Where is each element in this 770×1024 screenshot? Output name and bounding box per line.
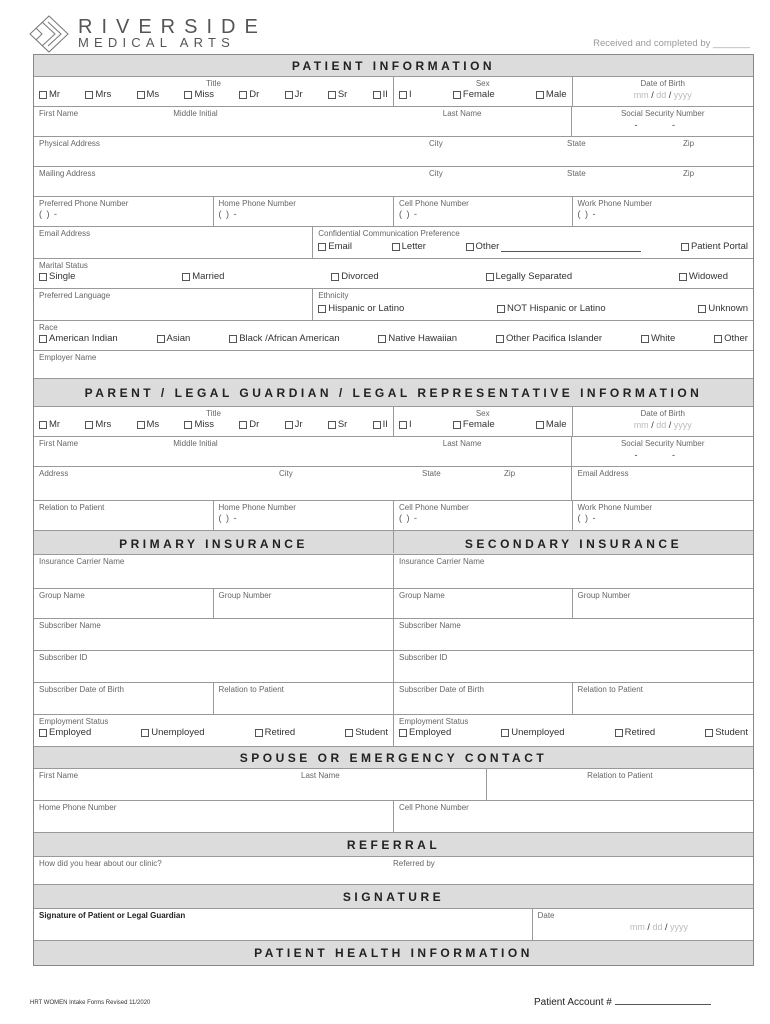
form-header <box>28 14 754 54</box>
primary-employment-cell <box>34 715 394 746</box>
email-label: Email Address <box>577 469 629 478</box>
title-label: Title <box>206 409 221 418</box>
secondary-employment-cell <box>394 715 753 746</box>
checkbox[interactable] <box>239 91 247 99</box>
title-miss-option[interactable]: Miss <box>184 419 214 431</box>
cell-phone-label: Cell Phone Number <box>399 503 469 512</box>
race-options <box>39 333 748 345</box>
title-sr-option[interactable]: Sr <box>328 89 348 101</box>
sex-female-option[interactable]: Female <box>453 419 495 431</box>
first-name-label: First Name <box>39 771 79 780</box>
employment-row <box>34 715 753 747</box>
state-label: State <box>567 169 586 178</box>
last-name-label: Last Name <box>442 109 482 118</box>
dob-placeholder: mm / dd / yyyy <box>633 90 692 100</box>
physical-address-row[interactable] <box>34 137 753 167</box>
checkbox[interactable] <box>318 243 326 251</box>
title-label: Title <box>206 79 221 88</box>
race-cell <box>34 321 753 350</box>
address-label: Address <box>39 469 69 478</box>
brand-name <box>78 18 267 50</box>
last-name-label: Last Name <box>442 439 482 448</box>
marital-separated-option[interactable]: Legally Separated <box>486 271 573 283</box>
secondary-relation-cell[interactable] <box>573 683 754 714</box>
revision-note: HRT WOMEN Intake Forms Revised 11/2020 <box>30 1000 151 1006</box>
primary-subscriber-dob-cell[interactable] <box>34 683 214 714</box>
phone-mask: ( ) - <box>577 513 597 523</box>
title-dr-option[interactable]: Dr <box>239 89 259 101</box>
checkbox[interactable] <box>378 335 386 343</box>
phone-mask: ( ) - <box>399 209 418 219</box>
employment-label: Employment Status <box>39 717 109 726</box>
ssn-mask: - - <box>634 120 691 130</box>
group-number-label: Group Number <box>577 591 631 600</box>
guardian-name-row <box>34 437 753 467</box>
guardian-sex-options <box>399 419 567 431</box>
guardian-dob-cell[interactable] <box>573 407 754 436</box>
checkbox[interactable] <box>255 729 263 737</box>
city-label: City <box>429 169 443 178</box>
checkbox[interactable] <box>85 91 93 99</box>
guardian-ssn-cell[interactable] <box>572 437 753 466</box>
insurance-header-row <box>34 531 753 555</box>
state-label: State <box>567 139 586 148</box>
marital-cell <box>34 259 753 288</box>
checkbox[interactable] <box>229 335 237 343</box>
checkbox[interactable] <box>39 729 47 737</box>
subscriber-name-row <box>34 619 753 651</box>
work-phone-label: Work Phone Number <box>577 199 653 208</box>
race-white-option[interactable]: White <box>641 333 675 345</box>
ssn-label: Social Security Number <box>620 439 705 448</box>
checkbox[interactable] <box>399 421 407 429</box>
primary-employment-options <box>39 727 388 739</box>
checkbox[interactable] <box>157 335 165 343</box>
email-row <box>34 227 753 259</box>
marital-row <box>34 259 753 289</box>
other-line[interactable] <box>501 243 641 252</box>
subscriber-id-row <box>34 651 753 683</box>
ethnicity-cell <box>313 289 753 320</box>
primary-group-name-cell[interactable] <box>34 589 214 618</box>
guardian-phone-row <box>34 501 753 531</box>
section-spouse-emergency: SPOUSE OR EMERGENCY CONTACT <box>34 747 753 769</box>
checkbox[interactable] <box>392 243 400 251</box>
dob-label: Date of Birth <box>640 79 685 88</box>
carrier-row <box>34 555 753 589</box>
phone-mask: ( ) - <box>218 513 238 523</box>
preferred-phone-cell[interactable] <box>34 197 214 226</box>
employer-label: Employer Name <box>39 353 97 362</box>
spouse-relation-cell[interactable] <box>487 769 753 800</box>
email-label: Email Address <box>39 229 91 238</box>
referred-by-label: Referred by <box>393 859 435 868</box>
title-options <box>39 89 388 101</box>
spouse-name-row <box>34 769 753 801</box>
race-other-option[interactable]: Other <box>714 333 748 345</box>
guardian-title-cell <box>34 407 394 436</box>
employment-unemployed-option[interactable]: Unemployed <box>141 727 204 739</box>
employment-retired-option[interactable]: Retired <box>615 727 656 739</box>
zip-label: Zip <box>683 139 695 148</box>
phone-row <box>34 197 753 227</box>
relation-label: Relation to Patient <box>587 771 653 780</box>
language-ethnicity-row <box>34 289 753 321</box>
patient-name-row <box>34 107 753 137</box>
first-name-label: First Name <box>39 109 79 118</box>
checkbox[interactable] <box>328 91 336 99</box>
checkbox[interactable] <box>285 91 293 99</box>
work-phone-cell[interactable] <box>573 197 754 226</box>
middle-initial-label: Middle Initial <box>173 439 218 448</box>
diamond-logo-icon <box>28 14 70 54</box>
date-label: Date <box>537 911 555 920</box>
checkbox[interactable] <box>345 729 353 737</box>
subscriber-id-label: Subscriber ID <box>399 653 448 662</box>
language-label: Preferred Language <box>39 291 111 300</box>
title-jr-option[interactable]: Jr <box>285 419 303 431</box>
ethnicity-unknown-option[interactable]: Unknown <box>698 303 748 315</box>
race-row <box>34 321 753 351</box>
checkbox[interactable] <box>399 91 407 99</box>
checkbox[interactable] <box>373 91 381 99</box>
spouse-phone-row <box>34 801 753 833</box>
carrier-label: Insurance Carrier Name <box>39 557 125 566</box>
race-american-indian-option[interactable]: American Indian <box>39 333 118 345</box>
employment-label: Employment Status <box>399 717 469 726</box>
checkbox[interactable] <box>141 729 149 737</box>
secondary-group-number-cell[interactable] <box>573 589 754 618</box>
cell-phone-label: Cell Phone Number <box>399 803 469 812</box>
ssn-mask: - - <box>634 450 691 460</box>
dob-label: Date of Birth <box>640 409 685 418</box>
sex-options <box>399 89 567 101</box>
home-phone-label: Home Phone Number <box>218 503 296 512</box>
phone-mask: ( ) - <box>218 209 238 219</box>
race-label: Race <box>39 323 58 332</box>
secondary-subscriber-id-cell[interactable] <box>394 651 753 682</box>
employment-employed-option[interactable]: Employed <box>399 727 451 739</box>
section-secondary-insurance: SECONDARY INSURANCE <box>394 531 753 553</box>
checkbox[interactable] <box>331 273 339 281</box>
group-name-label: Group Name <box>39 591 85 600</box>
language-cell[interactable] <box>34 289 313 320</box>
title-dr-option[interactable]: Dr <box>239 419 259 431</box>
physical-address-label: Physical Address <box>39 139 100 148</box>
comm-preference-cell <box>313 227 753 258</box>
checkbox[interactable] <box>399 729 407 737</box>
guardian-address-cell[interactable] <box>34 467 572 500</box>
marital-options <box>39 271 748 283</box>
employment-student-option[interactable]: Student <box>345 727 388 739</box>
mailing-address-cell[interactable] <box>34 167 753 196</box>
subscriber-name-label: Subscriber Name <box>39 621 101 630</box>
checkbox[interactable] <box>497 305 505 313</box>
checkbox[interactable] <box>373 421 381 429</box>
patient-dob-cell[interactable] <box>573 77 754 106</box>
sex-female-option[interactable]: Female <box>453 89 495 101</box>
title-miss-option[interactable]: Miss <box>184 89 214 101</box>
relation-cell[interactable] <box>34 501 214 530</box>
spouse-cell-phone-cell[interactable] <box>394 801 753 832</box>
guardian-cell-phone-cell[interactable] <box>394 501 573 530</box>
checkbox[interactable] <box>501 729 509 737</box>
cell-phone-label: Cell Phone Number <box>399 199 469 208</box>
sex-male-option[interactable]: Male <box>536 419 567 431</box>
guardian-address-row <box>34 467 753 501</box>
received-by: Received and completed by _______ <box>593 38 750 49</box>
ethnicity-options <box>318 303 748 315</box>
secondary-subscriber-dob-cell[interactable] <box>394 683 573 714</box>
checkbox[interactable] <box>285 421 293 429</box>
group-name-label: Group Name <box>399 591 445 600</box>
comm-preference-label: Confidential Communication Preference <box>318 229 460 238</box>
phone-mask: ( ) - <box>39 209 58 219</box>
marital-widowed-option[interactable]: Widowed <box>679 271 728 283</box>
signature-date-cell[interactable] <box>533 909 753 940</box>
dob-placeholder: mm / dd / yyyy <box>633 420 692 430</box>
ethnicity-not-hispanic-option[interactable]: NOT Hispanic or Latino <box>497 303 606 315</box>
section-guardian-information: PARENT / LEGAL GUARDIAN / LEGAL REPRESENTATIVE INFORMATION <box>34 379 753 407</box>
mailing-address-label: Mailing Address <box>39 169 96 178</box>
marital-divorced-option[interactable]: Divorced <box>331 271 379 283</box>
checkbox[interactable] <box>705 729 713 737</box>
ethnicity-label: Ethnicity <box>318 291 349 300</box>
checkbox[interactable] <box>328 421 336 429</box>
subscriber-dob-label: Subscriber Date of Birth <box>399 685 484 694</box>
primary-carrier-cell[interactable] <box>34 555 394 588</box>
signature-row <box>34 909 753 941</box>
marital-single-option[interactable]: Single <box>39 271 75 283</box>
patient-account-field[interactable] <box>534 996 711 1008</box>
marital-married-option[interactable]: Married <box>182 271 224 283</box>
comm-options <box>318 241 748 253</box>
section-primary-insurance: PRIMARY INSURANCE <box>34 531 394 553</box>
patient-account-line[interactable] <box>615 996 711 1005</box>
title-i-option[interactable]: I <box>399 89 412 101</box>
city-label: City <box>279 469 293 478</box>
primary-subscriber-id-cell[interactable] <box>34 651 394 682</box>
comm-portal-option[interactable]: Patient Portal <box>681 241 748 253</box>
patient-name-cell[interactable] <box>34 107 572 136</box>
zip-label: Zip <box>683 169 695 178</box>
employment-employed-option[interactable]: Employed <box>39 727 91 739</box>
title-ii-option[interactable]: II <box>373 419 388 431</box>
spouse-name-cell[interactable] <box>34 769 487 800</box>
guardian-home-phone-cell[interactable] <box>214 501 395 530</box>
phone-mask: ( ) - <box>577 209 597 219</box>
section-referral: REFERRAL <box>34 833 753 857</box>
checkbox[interactable] <box>536 421 544 429</box>
title-mrs-option[interactable]: Mrs <box>85 89 111 101</box>
subscriber-dob-row <box>34 683 753 715</box>
checkbox[interactable] <box>679 273 687 281</box>
checkbox[interactable] <box>698 305 706 313</box>
email-cell[interactable] <box>34 227 313 258</box>
patient-ssn-cell[interactable] <box>572 107 753 136</box>
marital-label: Marital Status <box>39 261 88 270</box>
referral-row[interactable] <box>34 857 753 885</box>
checkbox[interactable] <box>536 91 544 99</box>
relation-label: Relation to Patient <box>577 685 643 694</box>
race-asian-option[interactable]: Asian <box>157 333 191 345</box>
guardian-email-cell[interactable] <box>572 467 753 500</box>
ssn-label: Social Security Number <box>620 109 705 118</box>
title-ii-option[interactable]: II <box>373 89 388 101</box>
race-black-option[interactable]: Black /African American <box>229 333 339 345</box>
zip-label: Zip <box>504 469 516 478</box>
checkbox[interactable] <box>453 421 461 429</box>
guardian-work-phone-cell[interactable] <box>573 501 754 530</box>
race-native-hawaiian-option[interactable]: Native Hawaiian <box>378 333 457 345</box>
patient-title-row <box>34 77 753 107</box>
spouse-home-phone-cell[interactable] <box>34 801 394 832</box>
mailing-address-row[interactable] <box>34 167 753 197</box>
title-jr-option[interactable]: Jr <box>285 89 303 101</box>
checkbox[interactable] <box>453 91 461 99</box>
checkbox[interactable] <box>39 273 47 281</box>
brand-line-2: MEDICAL ARTS <box>78 35 236 50</box>
title-i-option[interactable]: I <box>399 419 412 431</box>
checkbox[interactable] <box>184 91 192 99</box>
guardian-title-options <box>39 419 388 431</box>
section-health-information: PATIENT HEALTH INFORMATION <box>34 941 753 965</box>
comm-email-option[interactable]: Email <box>318 241 352 253</box>
checkbox[interactable] <box>239 421 247 429</box>
sex-label: Sex <box>475 79 490 88</box>
comm-other-option[interactable]: Other <box>466 241 642 253</box>
title-mrs-option[interactable]: Mrs <box>85 419 111 431</box>
employment-unemployed-option[interactable]: Unemployed <box>501 727 564 739</box>
primary-relation-cell[interactable] <box>214 683 395 714</box>
employment-student-option[interactable]: Student <box>705 727 748 739</box>
checkbox[interactable] <box>39 421 47 429</box>
group-number-label: Group Number <box>218 591 272 600</box>
home-phone-cell[interactable] <box>214 197 395 226</box>
title-ms-option[interactable]: Ms <box>137 89 160 101</box>
primary-subscriber-name-cell[interactable] <box>34 619 394 650</box>
checkbox[interactable] <box>486 273 494 281</box>
brand-line-1: RIVERSIDE <box>78 16 267 38</box>
referral-question-label: How did you hear about our clinic? <box>39 859 162 868</box>
state-label: State <box>422 469 441 478</box>
checkbox[interactable] <box>182 273 190 281</box>
comm-letter-option[interactable]: Letter <box>392 241 426 253</box>
home-phone-label: Home Phone Number <box>218 199 296 208</box>
relation-label: Relation to Patient <box>218 685 284 694</box>
phone-mask: ( ) - <box>399 513 418 523</box>
checkbox[interactable] <box>641 335 649 343</box>
middle-initial-label: Middle Initial <box>173 109 218 118</box>
section-patient-information: PATIENT INFORMATION <box>34 55 753 77</box>
secondary-employment-options <box>399 727 748 739</box>
subscriber-id-label: Subscriber ID <box>39 653 88 662</box>
checkbox[interactable] <box>318 305 326 313</box>
patient-sex-cell <box>394 77 573 106</box>
city-label: City <box>429 139 443 148</box>
checkbox[interactable] <box>714 335 722 343</box>
carrier-label: Insurance Carrier Name <box>399 557 485 566</box>
checkbox[interactable] <box>184 421 192 429</box>
home-phone-label: Home Phone Number <box>39 803 117 812</box>
patient-title-cell <box>34 77 394 106</box>
checkbox[interactable] <box>496 335 504 343</box>
last-name-label: Last Name <box>301 771 340 780</box>
preferred-phone-label: Preferred Phone Number <box>39 199 129 208</box>
primary-group-number-cell[interactable] <box>214 589 395 618</box>
guardian-sex-cell <box>394 407 573 436</box>
relation-label: Relation to Patient <box>39 503 105 512</box>
sex-male-option[interactable]: Male <box>536 89 567 101</box>
secondary-subscriber-name-cell[interactable] <box>394 619 753 650</box>
section-signature: SIGNATURE <box>34 885 753 909</box>
physical-address-cell[interactable] <box>34 137 753 166</box>
sex-label: Sex <box>475 409 490 418</box>
first-name-label: First Name <box>39 439 79 448</box>
guardian-name-cell[interactable] <box>34 437 572 466</box>
checkbox[interactable] <box>85 421 93 429</box>
checkbox[interactable] <box>681 243 689 251</box>
checkbox[interactable] <box>39 91 47 99</box>
subscriber-dob-label: Subscriber Date of Birth <box>39 685 124 694</box>
checkbox[interactable] <box>137 91 145 99</box>
employer-row[interactable] <box>34 351 753 379</box>
intake-form <box>33 54 754 966</box>
title-ms-option[interactable]: Ms <box>137 419 160 431</box>
title-mr-option[interactable]: Mr <box>39 419 60 431</box>
title-sr-option[interactable]: Sr <box>328 419 348 431</box>
date-placeholder: mm / dd / yyyy <box>629 922 688 932</box>
group-row <box>34 589 753 619</box>
checkbox[interactable] <box>466 243 474 251</box>
subscriber-name-label: Subscriber Name <box>399 621 461 630</box>
secondary-group-name-cell[interactable] <box>394 589 573 618</box>
checkbox[interactable] <box>39 335 47 343</box>
checkbox[interactable] <box>615 729 623 737</box>
work-phone-label: Work Phone Number <box>577 503 653 512</box>
guardian-title-row <box>34 407 753 437</box>
employer-cell[interactable] <box>34 351 753 378</box>
referral-cell[interactable] <box>34 857 753 884</box>
ethnicity-hispanic-option[interactable]: Hispanic or Latino <box>318 303 404 315</box>
employment-retired-option[interactable]: Retired <box>255 727 296 739</box>
race-pacific-islander-option[interactable]: Other Pacifica Islander <box>496 333 602 345</box>
signature-label: Signature of Patient or Legal Guardian <box>39 911 186 920</box>
title-mr-option[interactable]: Mr <box>39 89 60 101</box>
secondary-carrier-cell[interactable] <box>394 555 753 588</box>
checkbox[interactable] <box>137 421 145 429</box>
patient-account-label: Patient Account # <box>534 997 612 1008</box>
signature-cell[interactable] <box>34 909 533 940</box>
cell-phone-cell[interactable] <box>394 197 573 226</box>
